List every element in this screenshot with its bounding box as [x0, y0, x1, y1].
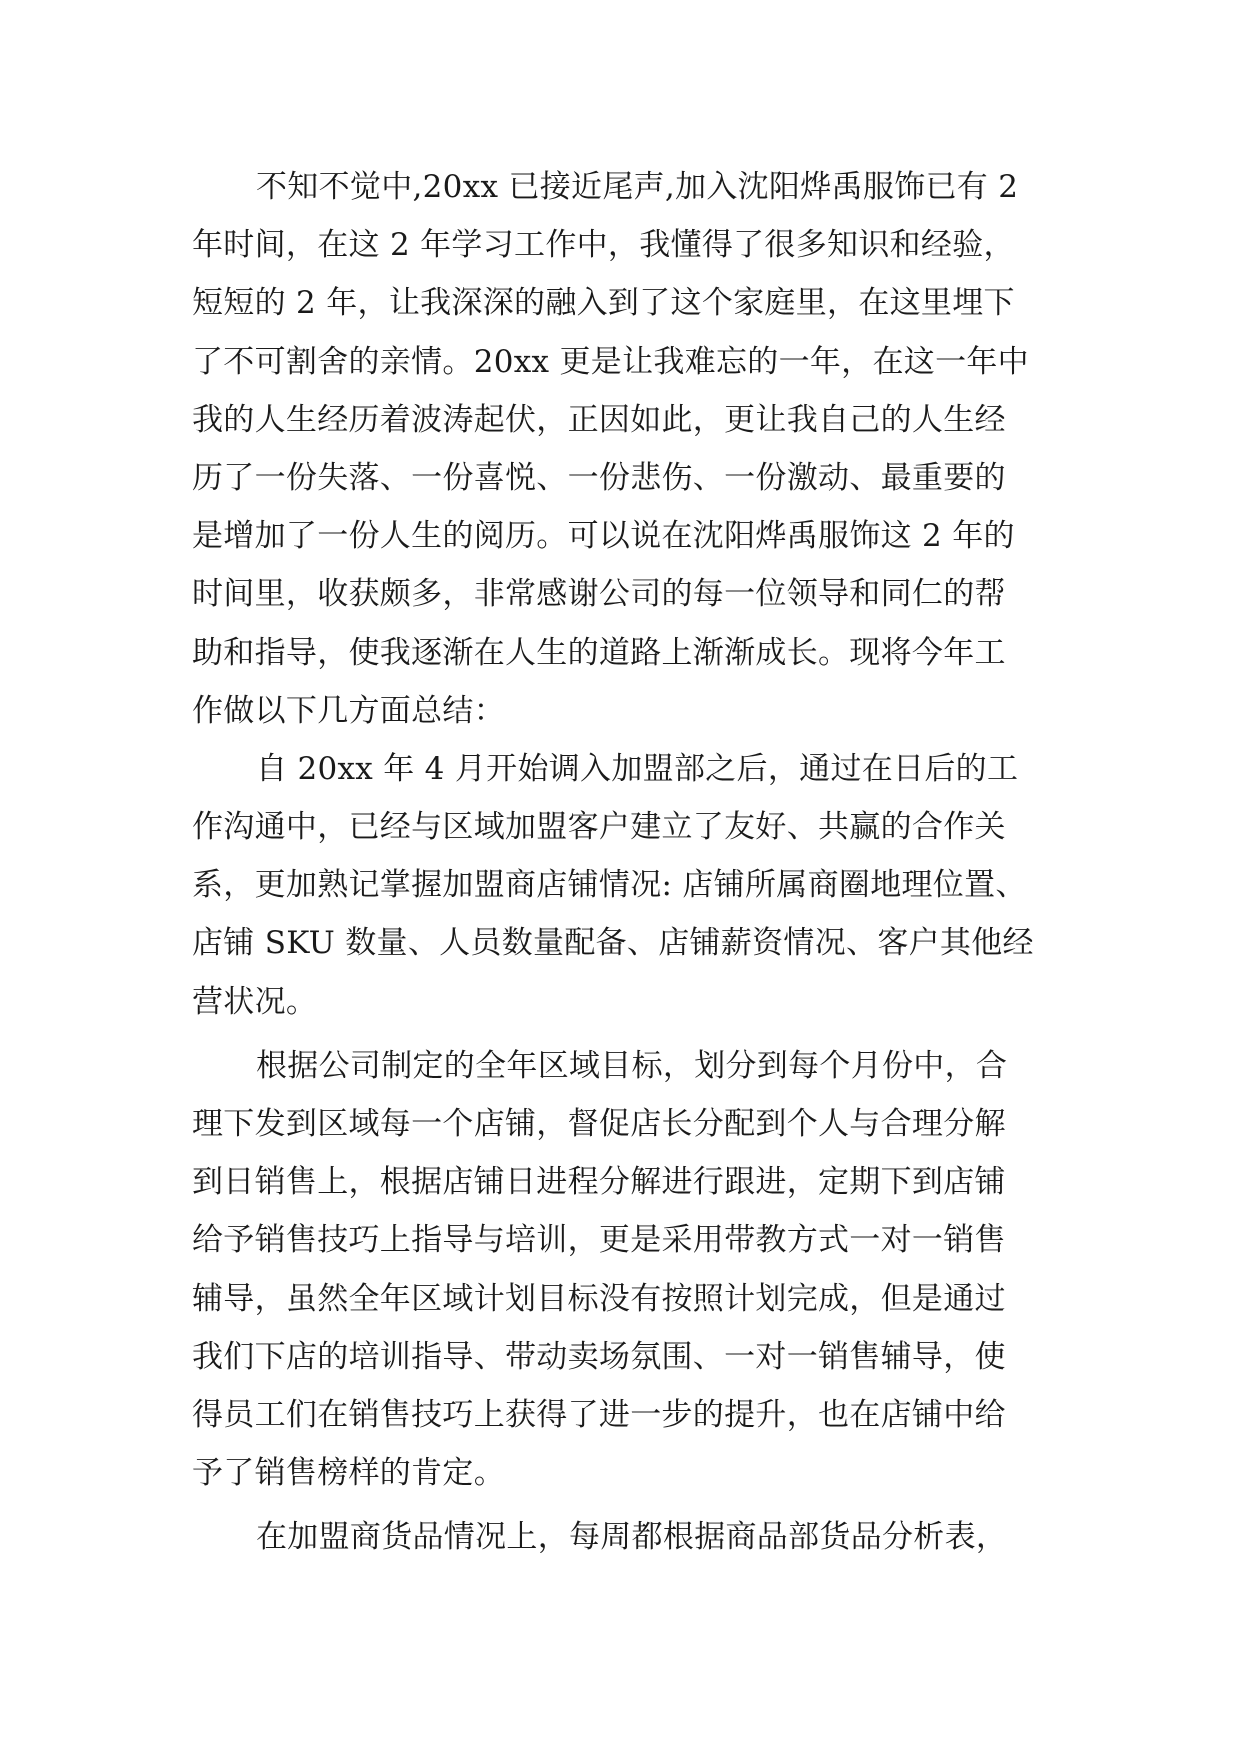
text-line: 助和指导，使我逐渐在人生的道路上渐渐成长。现将今年工 — [192, 634, 1006, 671]
text-line: 历了一份失落、一份喜悦、一份悲伤、一份激动、最重要的 — [192, 459, 1006, 496]
text-line: 给予销售技巧上指导与培训，更是采用带教方式一对一销售 — [192, 1222, 1006, 1259]
text-line: 根据公司制定的全年区域目标，划分到每个月份中，合 — [256, 1047, 1008, 1084]
paragraph-1 — [192, 158, 1072, 740]
text-line: 不知不觉中,20xx 已接近尾声,加入沈阳烨禹服饰已有 2 — [256, 169, 1019, 205]
text-line: 作做以下几方面总结： — [192, 692, 505, 729]
text-line: 短短的 2 年，让我深深的融入到了这个家庭里，在这里埋下 — [192, 285, 1015, 322]
text-line: 理下发到区域每一个店铺，督促店长分配到个人与合理分解 — [192, 1106, 1006, 1142]
text-line: 我们下店的培训指导、带动卖场氛围、一对一销售辅导，使 — [192, 1338, 1006, 1375]
document-body — [192, 158, 1072, 1567]
text-line: 作沟通中，已经与区域加盟客户建立了友好、共赢的合作关 — [192, 809, 1006, 846]
paragraph-2 — [192, 740, 1072, 1031]
text-line: 了不可割舍的亲情。20xx 更是让我难忘的一年，在这一年中 — [192, 343, 1029, 380]
text-line: 时间里，收获颇多，非常感谢公司的每一位领导和同仁的帮 — [192, 576, 1006, 613]
text-line: 予了销售榜样的肯定。 — [192, 1455, 505, 1492]
text-line: 辅导，虽然全年区域计划目标没有按照计划完成，但是通过 — [192, 1280, 1006, 1317]
text-line: 店铺 SKU 数量、人员数量配备、店铺薪资情况、客户其他经 — [192, 925, 1034, 962]
text-line: 营状况。 — [192, 983, 318, 1020]
text-line: 年时间，在这 2 年学习工作中，我懂得了很多知识和经验， — [192, 227, 1015, 264]
paragraph-4 — [192, 1508, 1072, 1566]
text-line: 自 20xx 年 4 月开始调入加盟部之后，通过在日后的工 — [256, 750, 1019, 787]
text-line: 得员工们在销售技巧上获得了进一步的提升，也在店铺中给 — [192, 1396, 1006, 1433]
paragraph-3 — [192, 1037, 1072, 1503]
text-line: 是增加了一份人生的阅历。可以说在沈阳烨禹服饰这 2 年的 — [192, 518, 1015, 555]
text-line: 系，更加熟记掌握加盟商店铺情况: 店铺所属商圈地理位置、 — [192, 867, 1027, 904]
text-line: 在加盟商货品情况上，每周都根据商品部货品分析表， — [256, 1519, 1008, 1556]
text-line: 到日销售上，根据店铺日进程分解进行跟进，定期下到店铺 — [192, 1164, 1006, 1201]
text-line: 我的人生经历着波涛起伏，正因如此，更让我自己的人生经 — [192, 401, 1006, 438]
